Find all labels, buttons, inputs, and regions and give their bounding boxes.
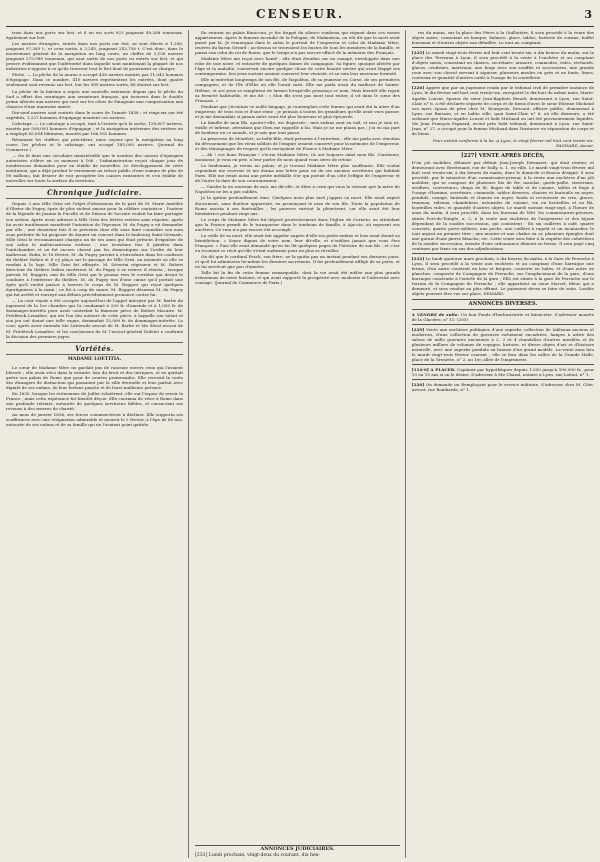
newspaper-title: CENSEUR.	[255, 7, 345, 21]
annonce-text: Vente aux enchères publiques d'une superbe collection de tableaux anciens et modernes, d'une collection de gravures richement encadrées, lampes à arbre des salons de mille gravures anciennes à 2, 3 et 4 chandelles d'autres meubles et de plusieurs milliers de volumes de voyages, histoire, et divers objets d'art et d'histoire naturelle, avec une superbe pendule en bronze d'un grand modèle. La vente aura lieu le mardi vingt-trois février courant ; elle se fera dans les salles de la Grande Halle, place de la Grenette, n° 2, au 1er, allée de l'imprimerie.	[411, 326, 595, 363]
annonce-text: Le lundi quatorze mars prochain, à dix heures du matin, à la Gare de Perrache à Lyon, il sera procédé à la vente aux enchères et au comptant d'une barraque une ferme, d'un autre construit en bois et briques, couverte en tuiles, et d'une autre en planches, composée de Compagnie de Perrache, sur l'emplacement de la gare, d'une barraque construite à l'entrée de la gare ; Elle est située à la gare de Perrache sur le terrain de la Compagnie de Perrache ; elle appartient au sieur Marcel, fileur, qui a demeuré, et sera vendue au plus offrant. Le paiement devra se faire de suite. Lesdits objets peuvent être vus sur place, DEMARD.	[411, 255, 595, 297]
annonce-number: (205)	[457, 316, 469, 322]
annonce-text: On demande un Remplaçant pour le service militaire. S'adresser chez M. Côte, avocat, rue Bombarda, n° 1.	[411, 382, 595, 393]
column-2	[195, 30, 406, 858]
article-paragraph: Résumant les chiffres qui précèdent, nous voyons que la navigation au long cours, les pêches et le cabotage, ont occupé 185,000 navires. (Journal du Commerce.)	[6, 136, 184, 153]
annonce-tag: [229]	[411, 326, 425, 332]
varietes-continued	[195, 30, 400, 285]
annonce-tag: [220]	[411, 382, 425, 388]
annonce-225	[412, 50, 594, 80]
annonce-title: VENTE APRÈS DÉCÈS,	[478, 152, 545, 159]
annonce-232	[412, 256, 594, 296]
article-paragraph: Cabotage. — Le cabotage a occupé, tant à l'entrée qu'à la sortie, 128,807 navires, montés par 508,093 hommes d'équipage ; et la navigation intérieure des rivières en a employé 65,854 bâtimens, montés par 166,182 hommes.	[6, 120, 184, 136]
annonce-text: Capitaux par hypothèques depuis 1,000 jusqu'à 100,000 fr., pour 10 ou 15 ans si on le désire. S'adresser à Me Chazal, notaire à Lyon, rue Lafont, n° 1.	[411, 367, 595, 378]
annonce-a-placer	[412, 367, 594, 377]
annonce-220	[412, 382, 594, 392]
commerce-article	[6, 30, 183, 183]
article-paragraph: — On lit dans une circulaire ministérielle que le nombre des caisses d'épargnes autorisées s'élève en ce moment à 166 ; l'administration reçoit chaque jour de nombreuses demandes pour en établir de nouvelles. Le développement de cette institution, qui a déjà produit le versement au trésor public d'une somme de plus de 96 millions, fait désirer de voir prospérer les caisses existantes et s'en établir de nouvelles sur toute la surface du territoire.	[6, 153, 184, 184]
article-paragraph: En 1830, lorsque les événemens de Juillet éclatèrent, elle eut l'espoir de revoir la France ; mais cette espérance fut bientôt déçue. Elle continua de vivre à Rome dans une profonde retraite, entourée de quelques serviteurs fidèles, et consacrant ses revenus à des œuvres de charité.	[6, 390, 184, 411]
chronique-article	[6, 201, 183, 338]
article-paragraph: En entrant au palais Rinuccini, je fus frappé du silence tombeau qui régnait dans ces vastes appartemens. Après le fameux incendie de la Pologne, de Malmaison, on eût dit que la mort avait passé par là. Je remarquai dans le salon le portrait de l'empereur et celui de Madame Mère, œuvres du baron Gérard ; au-dessus se trouvaient les bustes de tous les membres de la famille, et parmi eux celui du roi de Rome, que le temps n'a pas encore effacé de la mémoire des Français.	[195, 30, 400, 56]
article-paragraph: — Ah ! ces bons Français ! s'écria Madame Mère, ils ont toujours aimé mon fils. Continuez, monsieur, je vous en prie, à leur parler de nous quand vous serez de retour.	[195, 152, 400, 163]
columns	[6, 30, 594, 858]
annonce-signature: Pour extrait conforme à la loi. A Lyon, le vingt février mil huit cent trente-six. PAGNARD, Avoué.	[432, 137, 595, 148]
article-paragraph: Le lendemain, je revins au palais, et je trouvai Madame Mère plus souffrante. Elle voulut cependant me recevoir et me donna une lettre pour un de ses anciens serviteurs qui habitait Paris. Elle me remit aussi une petite médaille d'or qui portait d'un côté l'effigie de l'empereur et de l'autre la date de son couronnement.	[195, 163, 400, 184]
column-3	[412, 30, 594, 858]
article-paragraph: Au mois de janvier 1836, ses forces commencèrent à décliner. Elle supporta ses souffrances avec une résignation admirable et mourut le 2 février, à l'âge de 86 ans, entourée de ses enfans et de sa famille qui ne l'avaient point quittée.	[6, 412, 184, 428]
annonce-tag: [114-6] A PLACER.	[411, 367, 456, 373]
annonce-229	[412, 327, 594, 362]
annonce-tag: [226]	[411, 85, 425, 91]
annonce-tag: [227]	[461, 152, 477, 159]
divider	[412, 324, 594, 325]
annonce-a-vendre	[412, 312, 594, 322]
masthead	[6, 6, 594, 27]
article-paragraph: Depuis 3 ans Mlle Grisi est l'objet d'obsessions de la part de M. Marie Amédée d'Olivier du Pugey, épris de plus violent amour pour la célèbre cantatrice ; l'auteur de la légende de Jeanne la Pucelle et de Démon de Socrate voulait lui faire partager son ardeur. Après avoir adressé à Mlle Grisi des lettres restées sans réponse, après lui avoir inutilement manifesté l'intention de l'épouser, M. du Pugey a vit demander par elle ; une douzième fois il se présenta chez elle sans faire connaître son nom sous prétexte de lui proposer de donner un concert dans le faubourg Saint-Germain. Mlle Grisi le reconnaissant chargea un de ses amis qui était présent d'expulser de son salon le malencontreux visiteur ; une troisième fois il pénétra dans l'antichambre et on fut encore chassé par les domestiques sur l'ordre de leur maîtresse. Enfin, le 16 février, M. du Pugey parvint à s'introduire dans les coulisses du théâtre Italien et il s'y plaça sur le passage de Mlle Grisi, au moment où elle se rendait à la loge. Mlle Grisi fut effrayée, M. Séverini régisseur et M. Robert directeur du théâtre Italien invitèrent M. du Pugey à se retirer, il résista ; lorsque parvint M. Ruggeri, ami de Mlle Grisi qui le poussa vers le corridor qui devait le conduire à l'extérieur du théâtre. M. du Pugey tira d'une canne qu'il portait une épée qu'il voulut passer à travers le corps de M. Roggeri qui reçut quelques égratignures à la main ; ce fut à coup de canne. M. Roggeri désarma M. du Pugey qui fut arrêté et renvoyé aux débats précédemment prononcé contre lui.	[6, 201, 184, 298]
article-paragraph: Dix-neuf navires sont rentrés dans le cours de l'année 1838 ; et vingt-six ont été expédiés, 1,227 hommes d'équipage montent ces navires.	[6, 109, 184, 120]
article-paragraph: Pendant que j'écoutais ce noble langage, je contemplais cette femme qui avait été la mère d'un empereur, de trois rois et d'une reine ; je pensais à toutes les grandeurs qu'elle avait vues passer, et je me demandais si jamais mère avait été plus heureuse et plus éprouvée.	[195, 103, 400, 119]
annonces-diverses-heading: ANNONCES DIVERSES.	[412, 299, 594, 310]
divider	[412, 379, 594, 380]
annonce-text: Appert que par un jugement rendu par le tribunal civil de première instance de Lyon, le dix février mil huit cent trente-six, enregistré le dix-huit du même mois, Marie-Agathe Louvat, épouse du sieur Jean-Baptiste Benoît, demeurant à Lyon, rue Saint-Clair, n° 6, a été déclarée séparée de corps et de biens d'avec le sieur Etienne Michaud son mari, époux de père chez M. Bourgeois, Descaut, officier public, demeurant à Lyon, rue Buisson, et en ladite ville, quai Saint-Clair, n° 6, où elle demeure, a été ordonné que Marie-Agathe Louvat et ledit Michaud en ont été provisoirement liquidés. Me Jean François Pagnard, avoué près ledit tribunal, demeurant à Lyon, rue Saint-Jean, n° 27, a occupé pour la femme Michaud dans l'instance en séparation de corps et de biens.	[411, 85, 595, 136]
annonces-judiciaires-heading: ANNONCES JUDICIAIRES.	[195, 845, 400, 852]
annonce-tag: [232]	[411, 255, 425, 261]
annonce-226	[412, 85, 594, 135]
divider	[412, 253, 594, 254]
article-paragraph: — Gardez-la en souvenir de moi, me dit-elle, et dites à ceux qui vous la verront que la mère de Napoléon ne les a pas oubliés.	[195, 184, 400, 195]
article-paragraph: La veille de sa mort, elle avait fait appeler auprès d'elle ses petits-enfans et leur avait donné sa bénédiction. « Soyez dignes de votre nom, leur dit-elle, et n'oubliez jamais que vous êtes Français. » Puis elle avait demandé qu'on lui lût quelques pages de l'histoire de son fils ; et c'est en écoutant ce récit qu'elle s'était endormie pour ne plus se réveiller.	[195, 232, 400, 253]
article-paragraph: Pêche. — La pêche de la morue a occupé 436 navires montés par 11,043 hommes d'équipage. Dans ce nombre, 410 navires représentent les entrées, dont quatre seulement sont revenus sur lest. Sur les 380 navires sortis, 48 étaient sur lest.	[6, 72, 184, 88]
annonce-tag: [225]	[411, 50, 425, 56]
chronique-heading: Chronique Judiciaire.	[6, 186, 183, 199]
annonce-first-line: [231] Lundi prochain, vingt-deux du courant, dix heu-	[195, 852, 321, 858]
varietes-heading: Variétés.	[6, 342, 183, 355]
divider	[412, 47, 594, 48]
article-paragraph: Le corps de Madame Mère fut déposé provisoirement dans l'église de Corneto, en attendant que la France permît de le transporter dans le tombeau de famille, à Ajaccio, où reposent ses ancêtres. Ce vœu n'a pas encore été accompli.	[195, 216, 400, 232]
annonce-tag: A VENDRE de suite.	[411, 311, 460, 317]
annonce-text: Le mardi vingt-trois février mil huit cent trente-six, à dix heures du matin, sur la place des Terreaux à Lyon, il sera procédé à la vente à l'enchère et au comptant d'objets saisis, consistant en chaises, secrétaire, armoire, commodes, vides, réchauds, glaces, cendriers, marteaux, une forge avec son soufflet et accessoires, une grande roue avec son cheval servant à aiguiser, plusieurs meules en grès et en fonte, limes, couteaux et quantité d'autres outils à l'usage de la coutellerie.	[411, 50, 595, 81]
divider	[412, 82, 594, 83]
annonce-text: D'un joli mobilier, délaissé par défunt Jean-Joseph Dérmaret, qui était rentier, et demeurant avec Brottenaut, rue de Sully, n. 1, en ville. Le mardi vingt-trois février mil huit cent trente-six, à dix heures du matin, dans le domicile ci-dessus désigné, il sera procédé, par le ministère d'un commissaire-priseur, à la vente aux enchères d'un joli mobilier, qui se compose de plusieurs lits de fer, matelas, garde-paille, traversins, oreillers, couvertures, draps de lit, linges de table et de cuisine, tables et linge à l'usage d'homme, secrétaire, commode, tables diverses, chaises et fauteuils en noyer, pendule, canapé, fauteuils et chaises en noyer, fonds et recouverts en crin, glaces, trumeau, rideaux, chandeliers, ustensiles de cuisine, vin en bouteilles et en fût, bouteilles vides, et quantité d'autres objets. Le mardi suivant vingt-sept, à l'heure de onze du matin, il sera procédé, dans les bureaux de MM. les commissaires-priseurs, situés Port-du-Temple, n. 2, à la vente aux enchères de l'argenterie et des bijoux dépendant de la susdite succession, qui consistent : En six cuillères à café, quatre couverts, quatre porte-salières, une poche, une cuillère à ragoût et un moutardier, le tout argent au premier titre ; une montre et une chaîne en or, plusieurs épingles dont une garnie d'une pierre blanche, etc. Cette vente sera faite à la requête des cohéritiers de la susdite succession, ensuite d'une ordonnance dûment en forme. Il sera payé cinq centimes par franc en sus des adjudications.	[411, 159, 595, 251]
article-paragraph: Madame Mère me reçut avec bonté ; elle était étendue sur un canapé, enveloppée dans une robe de soie noire, et entourée de quelques dames de compagnie. Sa figure, quoique altérée par l'âge et la maladie, conservait encore quelque chose de cette beauté sévère qui avait frappé ses contemporains. Ses yeux surtout avaient conservé leur vivacité, et sa voix leur ancienne fermeté.	[195, 56, 400, 77]
varietes-subtitle: MADAME LOETITIA.	[67, 356, 122, 362]
divider	[412, 364, 594, 365]
article-paragraph: Les navires étrangers, entrés dans nos ports sur lest, se sont élevés à 1,286, jaugeant 97,385 t., et ceux sortis, à 3,245, jaugeant 243,758 t. C'est donc, dans le mouvement général de la navigation au long cours, un chiffre de 3,158 navires jaugeant 275,986 tonneaux, qui sont sortis de nos ports ou entrés sur lest, et qui prouve évidemment que l'infériorité dans laquelle sont maintenant la plupart de nos industries n'oppose à ce qu'ils trouvent tout le fret dont ils pourraient se charger.	[6, 41, 184, 72]
article-paragraph: trois dans nos ports sur lest, et il en est sorti 923 jaugeant 49,268 tonneaux, également sur lest.	[6, 30, 184, 41]
article-paragraph: La princesse de Montfort, sa belle-fille, était présente à l'entretien ; elle me parla avec émotion du dévouement que les vieux soldats de l'empire avaient conservé pour la mémoire de l'empereur, et des témoignages de respect qu'ils envoyaient de France à Madame Mère.	[195, 135, 400, 152]
article-paragraph: On dit que le cardinal Fesch, son frère, ne la quitta pas un instant pendant ses derniers jours, et qu'il lui administra lui-même les derniers sacremens. Il fut profondément affligé de sa perte, et ne lui survécut que peu d'années.	[195, 253, 400, 270]
article-paragraph: — La cour royale a été occupée aujourd'hui de l'appel interjeté par M. Barbe du jugement de la 1re chambre qui l'a condamné à 200 fr. d'amende et à 1,000 fr. de dommages-intérêts pour avoir contrefait la fameuse pièce de Robert Macaire. M. Frédérick Lemaître, qui est l'un des auteurs de cette pièce, à laquelle son talent et son jeu ont donné une telle vogue, demandait 15,000 fr. de dommages-intérêts. La cour, après avoir entendu Me Latterade avocat de M. Barbe et Me Séval avocat de M. Frédérick Lemaître, et les conclusions de M. l'avocat-général Didelot a confirmé la décision des premiers juges.	[6, 298, 184, 339]
annonce-continued: res du matin, sur la place des Pères à la Guillotière, il sera procédé à la vente des objets saisis, consistant en banque, balance, glace, tables, batterie de cuisine, buffet fourneau et d'autres objets non détaillés. Le tout au comptant.	[411, 30, 595, 46]
page-number: 3	[584, 8, 592, 21]
annonce-227	[412, 153, 594, 251]
annonce-text: Un bon Fonds d'herboristerie et faïencerie. S'adresser montée de la Glacière, n° 11.	[411, 311, 594, 322]
article-paragraph: Je la quittai profondément ému. Quelques mois plus tard j'appris sa mort. Elle avait expiré doucement, sans douleur apparente, en prononçant le nom de son fils. Toute la population de Rome assista à ses funérailles ; les pauvres surtout la pleurèrent, car elle avait été leur bienfaitrice pendant vingt ans.	[195, 195, 400, 216]
varietes-article	[6, 365, 183, 428]
article-paragraph: Elle m'entretint longtemps de son fils, de Napoléon, de sa jeunesse en Corse, de ses premières campagnes, et de l'île d'Elbe où elle l'avait suivi. Elle me parla aussi du malheur de Sainte-Hélène, et ses yeux se remplirent de larmes lorsqu'elle prononça ce nom. Mais bientôt elle reprit sa fermeté habituelle, et me dit : « Mon fils n'est pas mort tout entier, il vit dans le cœur des Français. »	[195, 77, 400, 103]
column-1	[6, 30, 189, 858]
divider	[412, 150, 594, 151]
article-paragraph: La famille de mon fils, ajouta-t-elle, est dispersée ; mes enfans sont en exil, et moi je suis ici, vieille et infirme, attendant que Dieu me rappelle à lui. Mais je ne me plains pas ; j'ai eu ma part de bonheur en ce monde, et je sais que tout passe.	[195, 119, 400, 135]
article-paragraph: Telle fut la fin de cette femme remarquable, dont la vie avait été mêlée aux plus grands événemens de notre histoire, et qui avait supporté la prospérité avec modestie et l'adversité avec courage. (Journal de Commerce de Paris.)	[195, 270, 400, 286]
article-paragraph: Le cœur de Madame Mère ne gardait pas de rancune envers ceux qui l'avaient blessée ; elle avait vécu dans la retraite, loin du bruit et des intrigues, et ne quittait guère son palais de Rome que pour de courtes promenades. Elle recevait la visite des étrangers de distinction qui passaient par la ville éternelle et leur parlait avec dignité de ses enfans, de leur fortune passée et de leurs malheurs présens.	[6, 364, 184, 390]
article-paragraph: La pêche de la baleine a repris une nouvelle extension depuis que la pêche du Sud a offert des avantages aux armateurs français, qui trouvent dans la double prime allouée aux navires qui vont sur les côtes de Patagonie une compensation aux chances d'une mauvaise année.	[6, 88, 184, 109]
